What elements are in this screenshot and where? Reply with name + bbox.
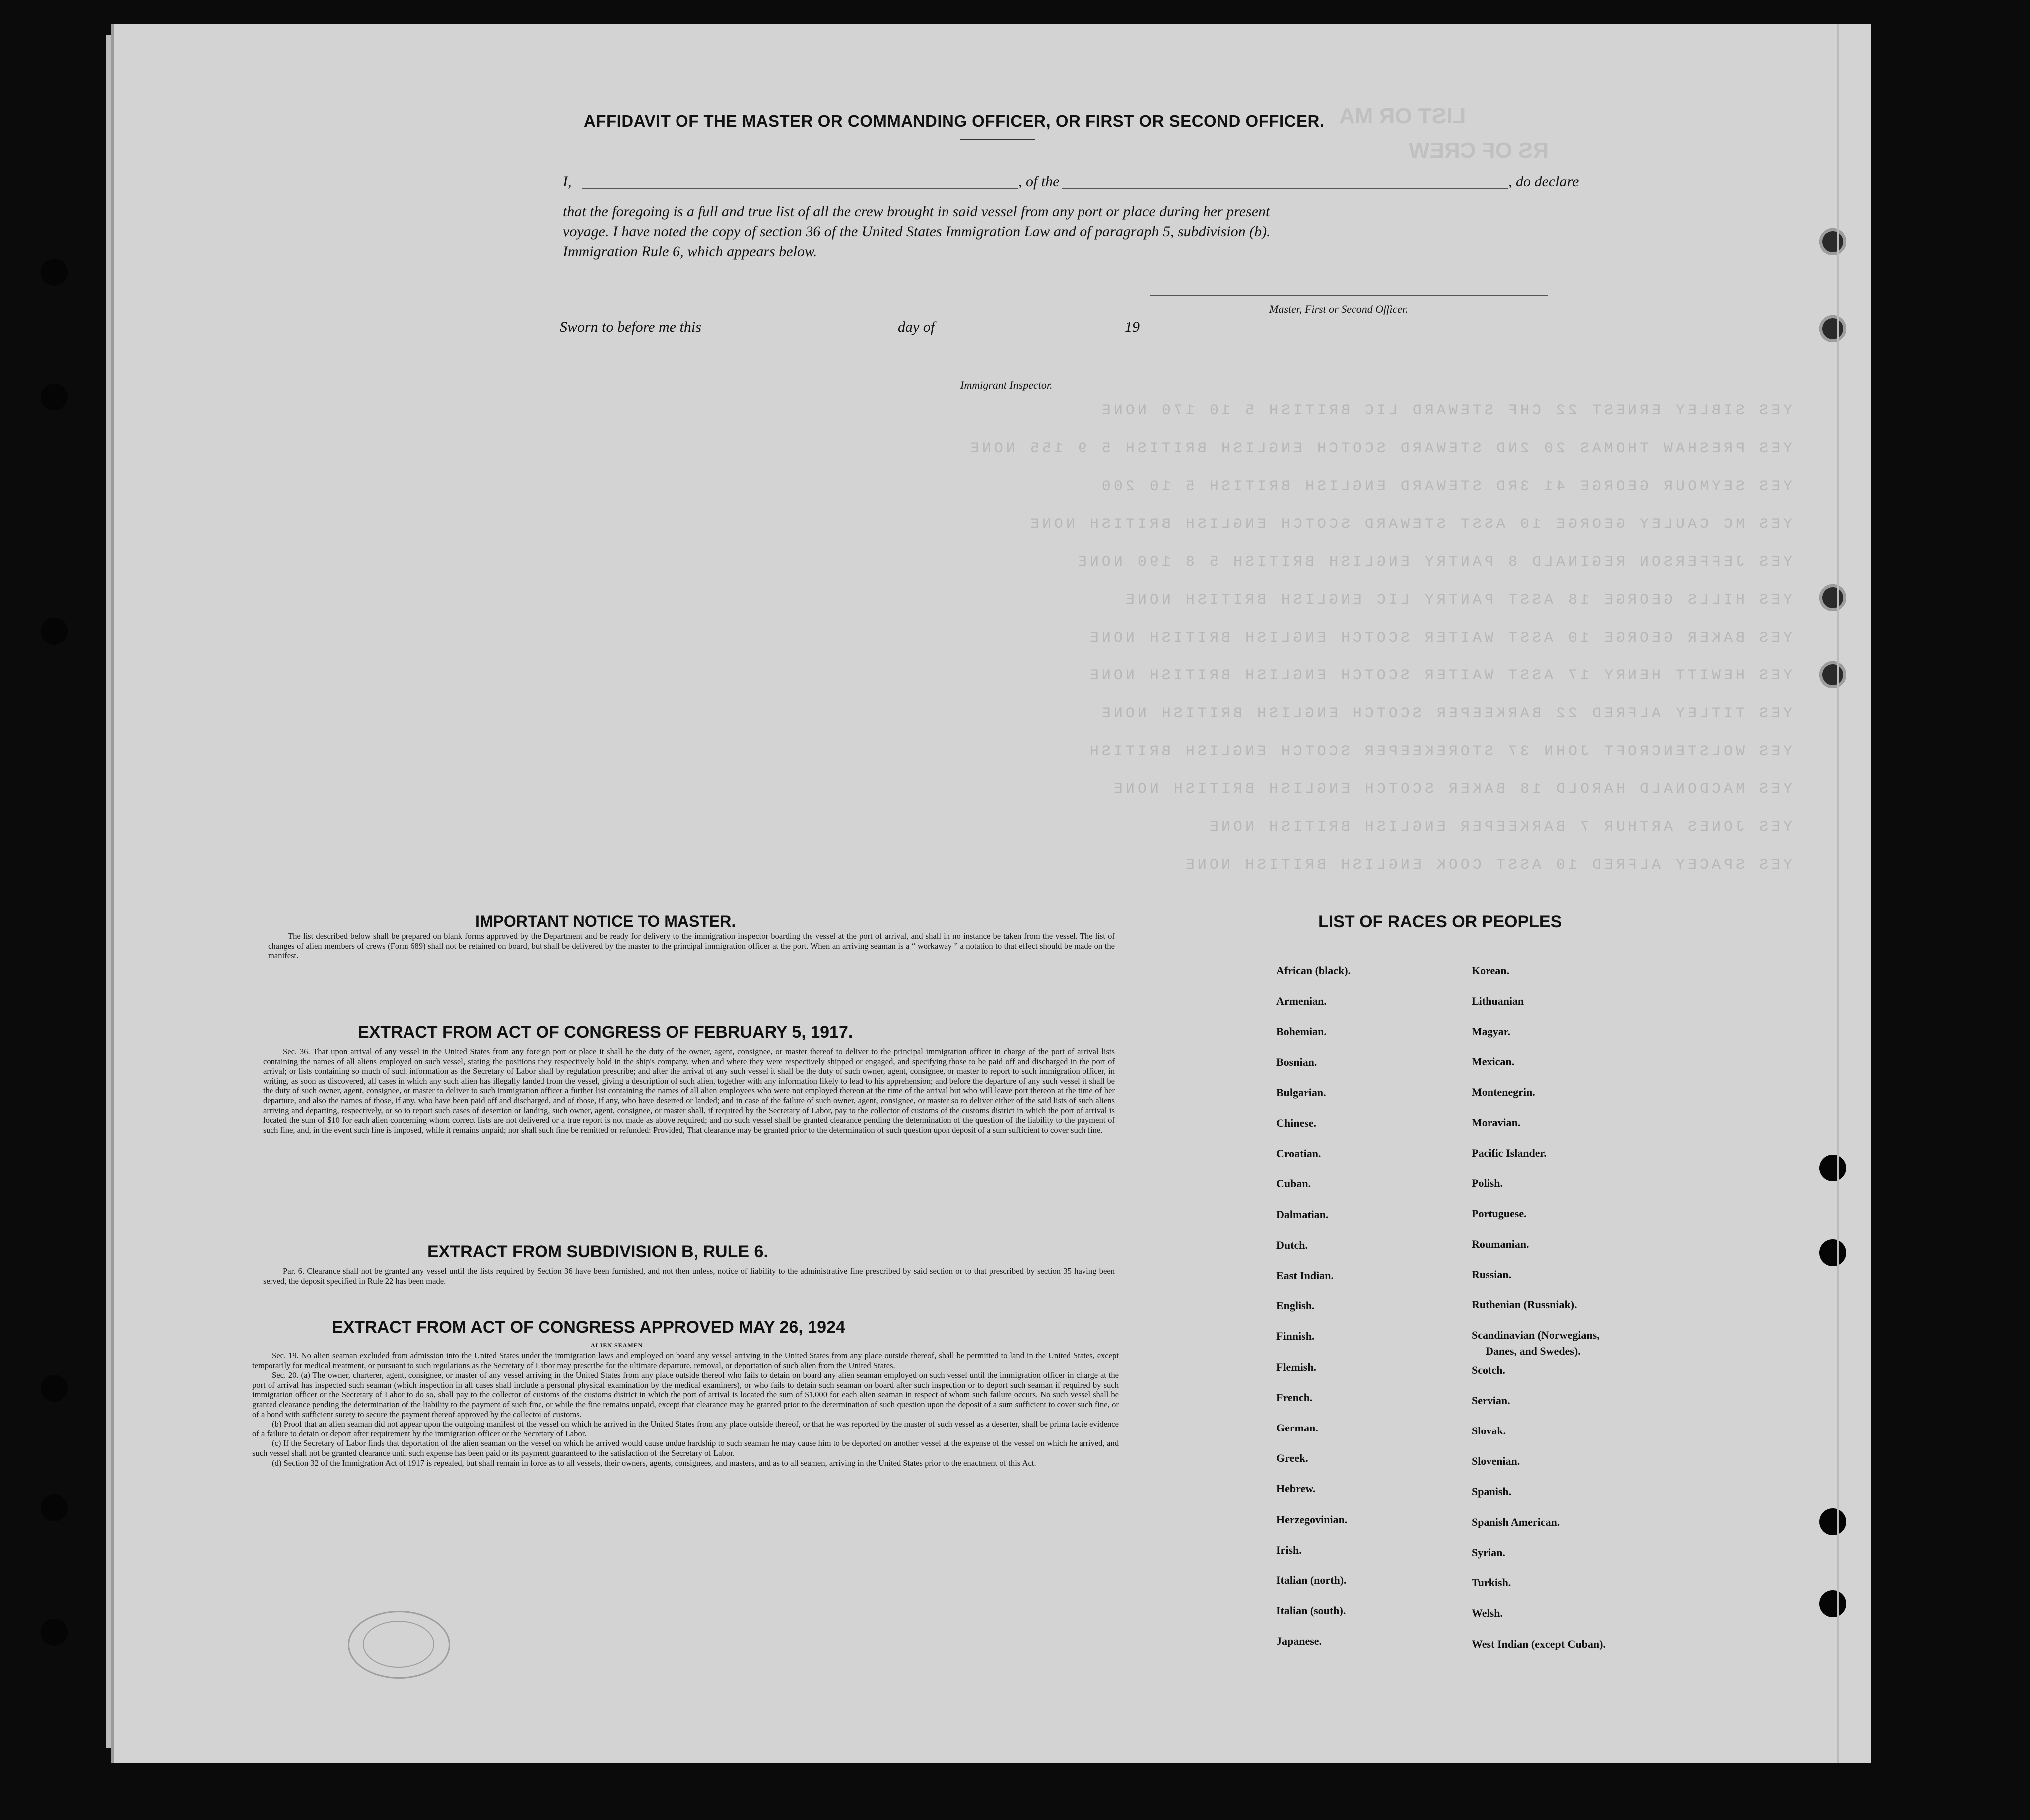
race-right-item: Slovak. [1472,1425,1506,1437]
race-right-item: Magyar. [1472,1025,1511,1038]
race-right-item: Pacific Islander. [1472,1147,1547,1159]
race-left-item: German. [1276,1422,1318,1434]
notice-text: The list described below shall be prepared on blank forms approved by the Department and be ready for delivery to the immigration inspector boarding the vessel at the port of arrival, and shall in no instance be taken from the vessel. The list of changes of alien members of crews (Form 689) shall not be retained on board, but shall be delivered by the master to the principal immigration officer at the port. When an arriving seaman is a “ workaway ” a notation to that effect should be made on the manifest. [268,931,1115,961]
notice-title: IMPORTANT NOTICE TO MASTER. [475,912,736,930]
extract-1924-subtitle: ALIEN SEAMEN [591,1342,643,1349]
bleed-through-row: YES WOLSTENCROFT JOHN 37 STOREKEEPER SCOTCH ENGLISH BRITISH [1086,743,1792,760]
race-left-item: Armenian. [1276,995,1327,1008]
bleed-through-row: YES HILLS GEORGE 18 ASST PANTRY LIC ENGLISH BRITISH NONE [1122,592,1792,609]
race-right-item: Moravian. [1472,1116,1521,1129]
race-left-item: Bulgarian. [1276,1086,1326,1099]
race-left-item: Bosnian. [1276,1055,1317,1068]
race-left-item: Finnish. [1276,1330,1315,1343]
bleed-through-title: RS OF CREW [1409,138,1549,163]
bleed-through-row: YES SIBLEY ERNEST 22 CHF STEWARD LIC BRITISH 5 10 170 NONE [1098,402,1792,419]
race-right-item: Lithuanian [1472,995,1524,1007]
affidavit-title: AFFIDAVIT OF THE MASTER OR COMMANDING OFFICER, OR FIRST OR SECOND OFFICER. [584,112,1325,130]
race-left-item: Dalmatian. [1276,1208,1329,1221]
race-right-item: Russian. [1472,1268,1512,1281]
bleed-through-row: YES BAKER GEORGE 10 ASST WAITER SCOTCH ENGLISH BRITISH NONE [1086,630,1792,647]
race-right-item: Roumanian. [1472,1238,1529,1250]
bleed-through-row: YES JONES ARTHUR 7 BARKEEPER ENGLISH BRITISH NONE [1206,819,1792,836]
sec-20b: (b) Proof that an alien seaman did not appear upon the outgoing manifest of the vessel on which he arrived in the United States from any place outside thereof, or that he was reported by the master of such vessel as a deserter, shall be prima facie evidence of a failure to detain or deport after requirement by the immigration officer or the Secretary of Labor. [252,1419,1119,1438]
extract-1924-title: EXTRACT FROM ACT OF CONGRESS APPROVED MAY 26, 1924 [332,1318,845,1337]
race-right-item: Korean. [1472,964,1509,977]
race-left-item: East Indian. [1276,1269,1334,1282]
binder-hole [1819,1508,1846,1535]
bleed-through-row: YES MACDONALD HAROLD 18 BAKER SCOTCH ENGLISH BRITISH NONE [1110,781,1792,798]
race-right-item: Scotch. [1472,1364,1505,1376]
race-right-item: Spanish American. [1472,1516,1560,1528]
race-left-item: Hebrew. [1276,1482,1316,1495]
race-right-item: Ruthenian (Russniak). [1472,1299,1577,1311]
race-right-item: Servian. [1472,1394,1510,1407]
binder-hole [1819,661,1846,688]
document-page [111,24,1871,1763]
race-left-item: Italian (south). [1276,1604,1346,1617]
race-left-item: Croatian. [1276,1147,1321,1160]
page-edge [1837,24,1839,1763]
race-right-item: Montenegrin. [1472,1086,1535,1098]
race-right-item: Portuguese. [1472,1207,1527,1220]
bleed-through-row: YES TITLEY ALFRED 22 BARKEEPER SCOTCH ENGLISH BRITISH NONE [1098,705,1792,722]
bleed-through-row: YES JEFFERSON REGINALD 8 PANTRY ENGLISH BRITISH 5 8 190 NONE [1075,554,1792,571]
rule-6-text: Par. 6. Clearance shall not be granted any vessel until the lists required by Section 36 have been furnished, and not then unless, notice of liability to the administrative fine prescribed by said section or to that prescribed by section 35 having been served, the deposit specified in Rule 22 has been made. [263,1266,1115,1286]
sec-20a: Sec. 20. (a) The owner, charterer, agent, consignee, or master of any vessel arriving in the United States from any place outside thereof who fails to detain on board any alien seaman employed on such vessel until the immigration officer in charge at the port of arrival has inspected such seaman (which inspection in all cases shall include a personal physical examination by the medical examiners), or who fails to detain such seaman on board after such inspection or to deport such seaman if required by such immigration officer or the Secretary of Labor to do so, shall pay to the collector of customs of the customs district in which the port of arrival is located the sum of $1,000 for each alien seaman in respect of whom such failure occurs. No such vessel shall be granted clearance pending the determination of the liability to the payment of such fine, or while the fine remains unpaid, except that clearance may be granted prior to the determination of such question upon the deposit of a sum sufficient to cover such fine, or of a bond with sufficient surety to secure the payment thereof approved by the collector of customs. [252,1370,1119,1419]
race-left-item: Flemish. [1276,1360,1317,1373]
binder-hole [1819,228,1846,255]
extract-1917-text: Sec. 36. That upon arrival of any vessel in the United States from any foreign port or place it shall be the duty of the owner, agent, consignee, or master thereof to deliver to the principal immigration officer in charge of the port of arrival lists containing the names of all aliens employed on such vessel, stating the positions they respectively hold in the ship's company, when and where they were respectively shipped or engaged, and specifying those to be paid off and discharged in the port of arrival; or lists containing so much of such information as the Secretary of Labor shall by regulation prescribe; and after the arrival of any such vessel it shall be the duty of such owner, agent, consignee, or master to report to such immigration officer, in writing, as soon as discovered, all cases in which any such alien has illegally landed from the vessel, giving a description of such alien, together with any information likely to lead to his apprehension; and before the departure of any such vessel it shall be the duty of such owner, agent, consignee, or master to deliver to such immigration officer a further list containing the names of all alien employees who were not employed thereon at the time of the arrival but who will leave port thereon at the time of her departure, and also the names of those, if any, who have been paid off and discharged, and of those, if any, who have deserted or landed; and in case of the failure of such owner, agent, consignee, or master so to deliver either of the said lists of such aliens arriving and departing, respectively, or so to report such cases of desertion or landing, such owner, agent, consignee, or master shall, if required by the Secretary of Labor, pay to the collector of customs of the customs district in which the port of arrival is located the sum of $10 for each alien concerning whom correct lists are not delivered or a true report is not made as above required; and no such vessel shall be granted clearance pending the determination of the question of the liability to the payment of such fine, and, in the event such fine is imposed, while it remains unpaid; nor shall such fine be remitted or refunded: Provided, That clearance may be granted prior to the determination of such question upon deposit of a sum sufficient to cover such fine. [263,1047,1115,1135]
binder-hole [1819,1590,1846,1617]
race-right-item: Welsh. [1472,1607,1503,1619]
race-left-item: African (black). [1276,964,1351,977]
sec-19: Sec. 19. No alien seaman excluded from admission into the United States under the immigration laws and employed on board any vessel arriving in the United States from any place outside thereof, shall be permitted to land in the United States, except temporarily for medical treatment, or pursuant to such regulations as the Secretary of Labor may prescribe for the ultimate departure, removal, or deportation of such alien from the United States. [252,1351,1119,1370]
rule-6-title: EXTRACT FROM SUBDIVISION B, RULE 6. [427,1242,768,1261]
race-right-item: Spanish. [1472,1485,1512,1498]
faint-stamp-inner [363,1621,434,1668]
bleed-through-row: YES MC CAULEY GEORGE 10 ASST STEWARD SCOTCH ENGLISH BRITISH NONE [1027,516,1792,533]
bleed-through-row: YES HEWITT HENRY 17 ASST WAITER SCOTCH ENGLISH BRITISH NONE [1086,667,1792,684]
race-right-item: West Indian (except Cuban). [1472,1638,1606,1650]
races-title: LIST OF RACES OR PEOPLES [1318,912,1562,931]
extract-1917-title: EXTRACT FROM ACT OF CONGRESS OF FEBRUARY 5, 1917. [358,1023,853,1041]
signature-caption: Master, First or Second Officer. [1269,303,1408,315]
binder-hole [1819,584,1846,611]
race-right-item: Mexican. [1472,1055,1515,1068]
day-of-label: day of [898,319,935,335]
bleed-through-title: LIST OR MA [1339,104,1466,128]
binder-hole [41,618,68,645]
affidavit-line-4: Immigration Rule 6, which appears below. [563,243,817,260]
race-left-item: Dutch. [1276,1238,1308,1251]
bleed-through-row: YES SEYMOUR GEORGE 41 3RD STEWARD ENGLISH BRITISH 5 10 200 [1098,478,1792,495]
extract-1924-text [252,1351,1119,1468]
affidavit-line-2: that the foregoing is a full and true list of all the crew brought in said vessel from any port or place during her present [563,203,1270,220]
race-left-item: Greek. [1276,1452,1308,1465]
binder-hole [1819,1155,1846,1181]
vessel-name-line[interactable] [1080,188,1508,189]
binder-hole [1819,315,1846,342]
race-right-item: Turkish. [1472,1576,1511,1589]
race-left-item: Irish. [1276,1543,1302,1556]
declarant-label: I, [563,173,572,190]
race-left-item: Bohemian. [1276,1025,1327,1038]
binder-hole [41,1375,68,1402]
bleed-through-row: YES SPACEY ALFRED 10 ASST COOK ENGLISH BRITISH NONE [1182,857,1792,874]
race-right-item: Polish. [1472,1177,1503,1189]
race-right-item: Syrian. [1472,1546,1505,1559]
race-left-item: French. [1276,1391,1313,1404]
sec-20c: (c) If the Secretary of Labor finds that deportation of the alien seaman on the vessel on which he arrived would cause undue hardship to such seaman he may cause him to be deported on another vessel at the expense of the vessel on which he arrived, and such vessel shall not be granted clearance until such expense has been paid or its payment guaranteed to the satisfaction of the Secretary of Labor. [252,1438,1119,1458]
race-left-item: Herzegovinian. [1276,1513,1348,1526]
year-prefix: 19 [1125,319,1140,335]
race-left-item: Cuban. [1276,1177,1311,1190]
bleed-through-row: YES PRESHAW THOMAS 20 2ND STEWARD SCOTCH ENGLISH BRITISH 5 9 155 NONE [967,440,1792,457]
binder-hole [41,259,68,286]
binder-hole [1819,1239,1846,1266]
race-right-item: Scandinavian (Norwegians, [1472,1329,1600,1341]
title-rule [960,139,1035,140]
race-left-item: Italian (north). [1276,1574,1347,1586]
binder-hole [41,1619,68,1646]
sworn-label: Sworn to before me this [560,319,701,335]
affidavit-line-3: voyage. I have noted the copy of section 36 of the United States Immigration Law and of paragraph 5, subdivision (b). [563,223,1271,240]
race-right-item: Slovenian. [1472,1455,1520,1467]
sec-20d: (d) Section 32 of the Immigration Act of 1917 is repealed, but shall remain in force as to all vessels, their owners, agents, consignees, and masters, and as to all seamen, arriving in the United States prior to the enactment of this Act. [272,1458,1036,1468]
race-left-item: Chinese. [1276,1117,1317,1129]
race-left-item: English. [1276,1300,1315,1312]
race-scandinavian-continuation: Danes, and Swedes). [1486,1345,1581,1357]
binder-hole [41,384,68,410]
signature-line[interactable] [1150,295,1548,296]
do-declare-label: , do declare [1508,173,1579,190]
of-the-label: , of the [1018,173,1062,190]
binder-hole [41,1494,68,1521]
race-left-item: Japanese. [1276,1635,1322,1648]
inspector-caption: Immigrant Inspector. [960,379,1053,391]
